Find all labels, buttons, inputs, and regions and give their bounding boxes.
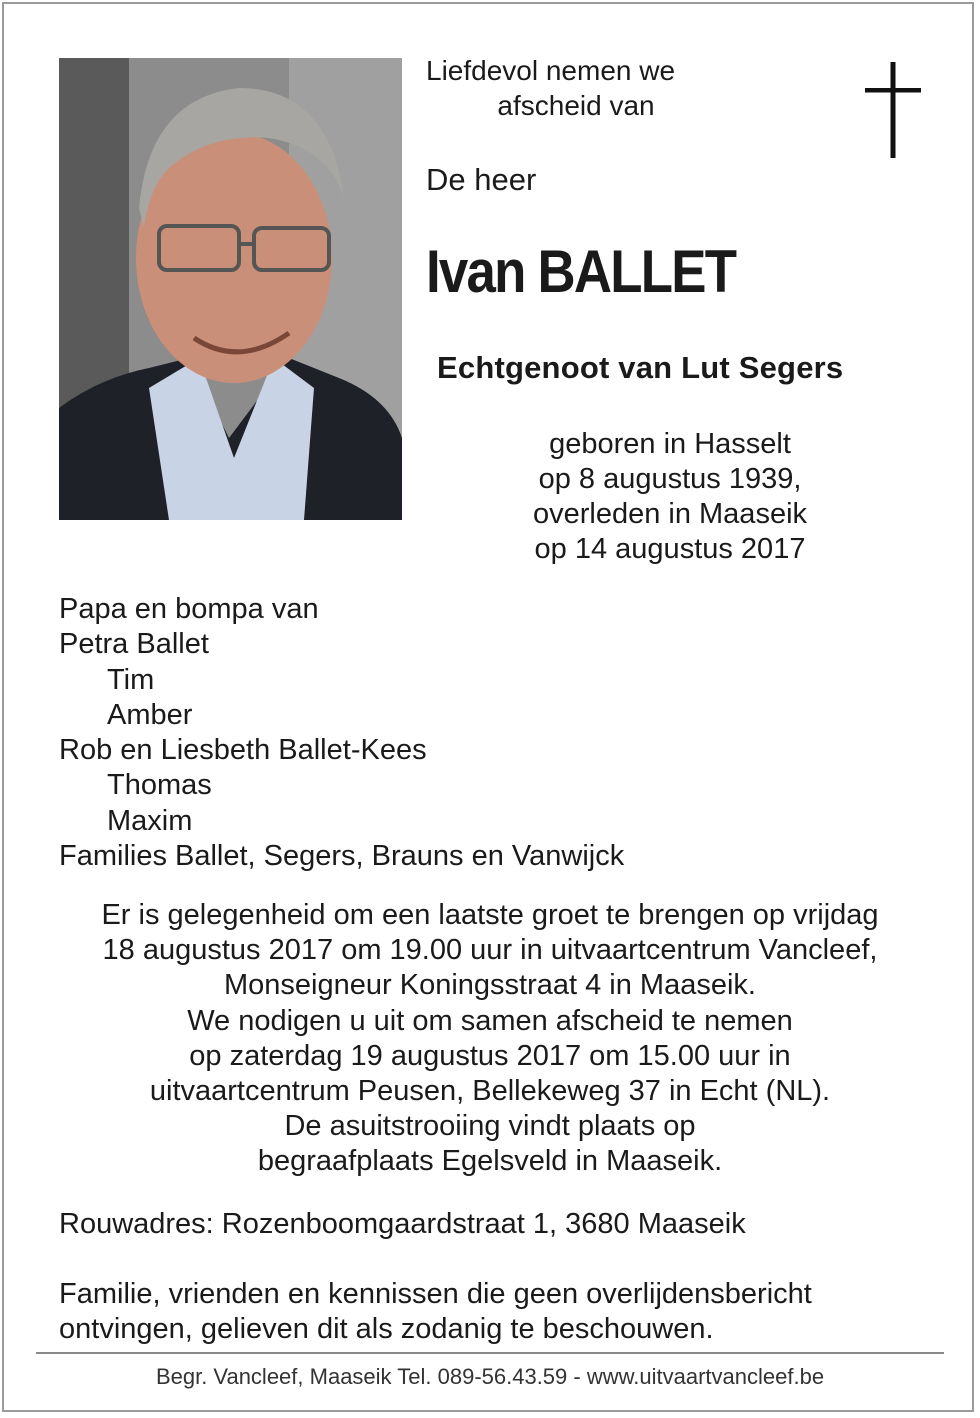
- family-member: Amber: [107, 698, 193, 731]
- family-list: [59, 592, 624, 874]
- notice-line: Familie, vrienden en kennissen die geen overlijdensbericht: [59, 1278, 812, 1310]
- ceremony-line: 18 augustus 2017 om 19.00 uur in uitvaartcentrum Vancleef,: [102, 934, 878, 967]
- family-member: Thomas: [107, 769, 212, 802]
- title-prefix: De heer: [426, 162, 537, 197]
- ceremony-line: begraafplaats Egelsveld in Maaseik.: [257, 1145, 723, 1178]
- family-member: Papa en bompa van: [59, 593, 319, 625]
- date-line: geboren in Hasselt: [549, 428, 791, 460]
- mourning-address: Rouwadres: Rozenboomgaardstraat 1, 3680 Maaseik: [59, 1208, 746, 1240]
- date-line: op 14 augustus 2017: [534, 533, 806, 565]
- footer-divider: [36, 1352, 944, 1354]
- portrait-photo: [59, 58, 402, 520]
- birth-death-dates: [500, 427, 840, 567]
- intro-line-1: Liefdevol nemen we: [426, 55, 676, 86]
- family-member: Maxim: [107, 804, 193, 837]
- ceremony-line: uitvaartcentrum Peusen, Bellekeweg 37 in Echt (NL).: [149, 1075, 831, 1108]
- spouse-line: Echtgenoot van Lut Segers: [437, 350, 844, 385]
- deceased-name: Ivan BALLET: [426, 238, 736, 305]
- ceremony-line: Er is gelegenheid om een laatste groet te brengen op vrijdag: [101, 899, 879, 931]
- notice-text: [59, 1277, 812, 1347]
- latin-cross-icon: [865, 62, 921, 158]
- ceremony-line: Monseigneur Koningsstraat 4 in Maaseik.: [224, 969, 756, 1002]
- ceremony-line: We nodigen u uit om samen afscheid te nemen: [187, 1004, 793, 1037]
- family-member: Families Ballet, Segers, Brauns en Vanwijck: [59, 840, 625, 873]
- intro-text: [426, 53, 726, 123]
- funeral-home-footer: Begr. Vancleef, Maaseik Tel. 089-56.43.59 - www.uitvaartvancleef.be: [155, 1364, 825, 1389]
- family-member: Tim: [107, 663, 155, 696]
- family-member: Rob en Liesbeth Ballet-Kees: [59, 734, 427, 767]
- family-member: Petra Ballet: [59, 628, 209, 661]
- date-line: op 8 augustus 1939,: [538, 463, 802, 495]
- ceremony-line: De asuitstrooiing vindt plaats op: [284, 1110, 696, 1143]
- ceremony-info: [40, 898, 940, 1180]
- date-line: overleden in Maaseik: [532, 498, 808, 530]
- intro-line-2: afscheid van: [497, 90, 655, 121]
- ceremony-line: op zaterdag 19 augustus 2017 om 15.00 uur in: [189, 1039, 791, 1072]
- notice-line: ontvingen, gelieven dit als zodanig te beschouwen.: [59, 1313, 714, 1345]
